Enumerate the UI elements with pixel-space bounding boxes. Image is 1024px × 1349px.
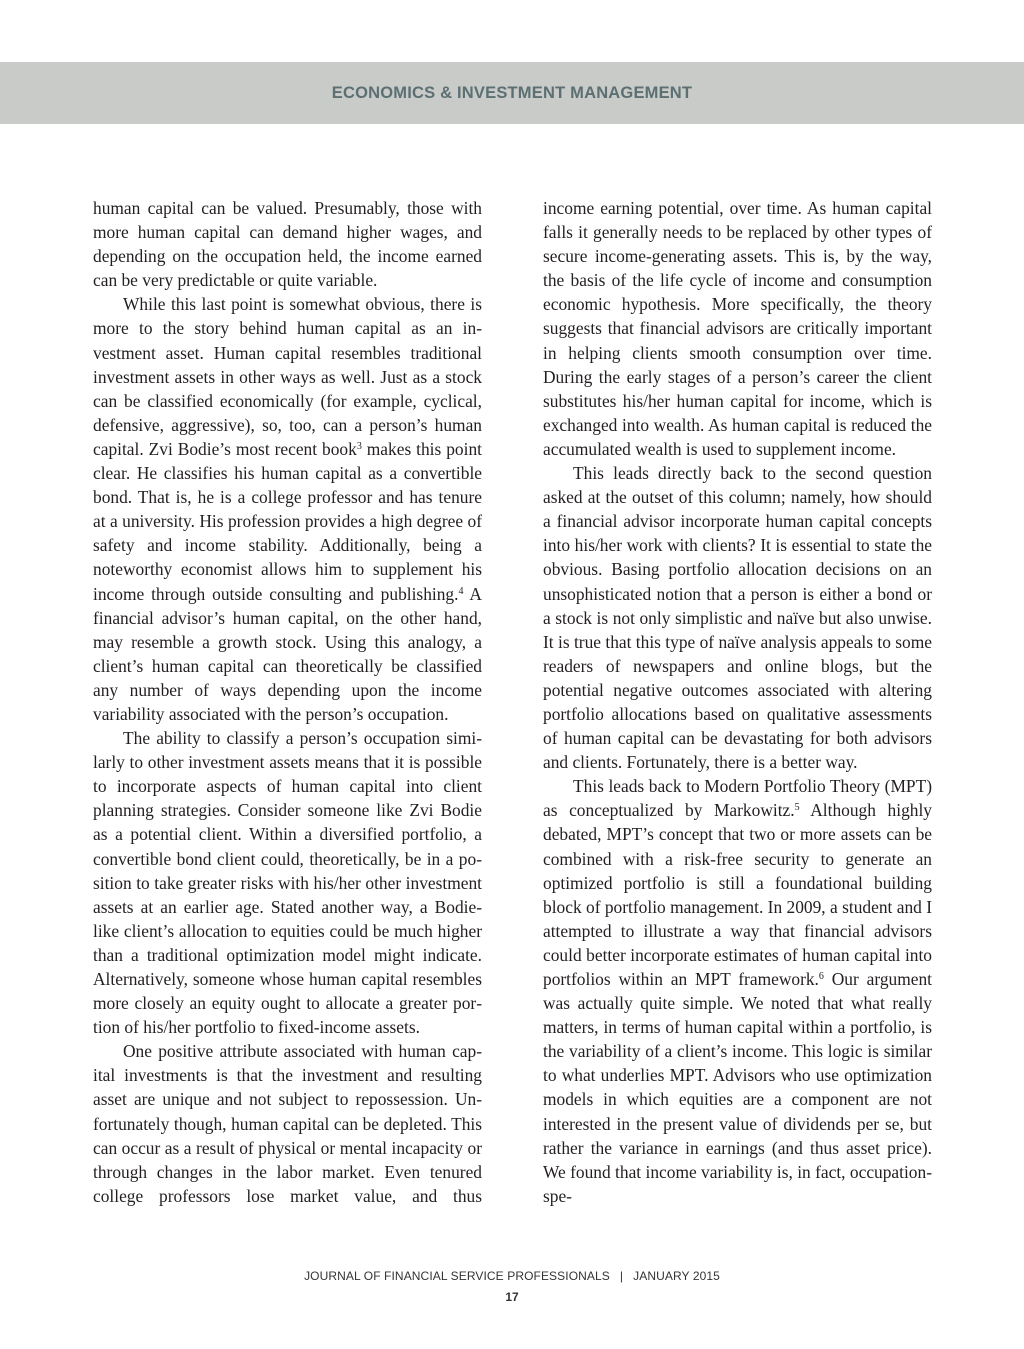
left-column (93, 196, 482, 1208)
paragraph: human capital can be valued. Presumably, those with more human capital can demand higher wages, and depending on the occupation held, the income earned can be very predictable or quite variable. (93, 198, 482, 291)
footer-journal-info (0, 1269, 1024, 1283)
paragraph-text: Our argument was actually quite simple. We noted that what really matters, in terms of human capital within a portfolio, is the variability of a client’s income. This logic is similar to what underlies MPT. Advisors who use optimization models in which equities are a component are not interested in the present value of dividends per se, but rather the variance in earnings (and thus asset price). We found that income variability is, in fact, occupation-spe- (543, 969, 932, 1206)
journal-name: JOURNAL OF FINANCIAL SERVICE PROFESSIONALS (304, 1269, 610, 1283)
footnote-marker: 6 (818, 971, 824, 982)
paragraph-text: makes this point clear. He classifies his human capital as a convertible bond. That is, he is a college professor and has tenure at a university. His profession provides a high degree of safety and income stability. Additionally, being a noteworthy economist allows him to supplement his income through outside consulting and publishing. (93, 438, 482, 604)
paragraph-text: While this last point is somewhat obvious, there is more to the story behind human capital as an investment asset. Human capital resembles traditional investment assets in other ways as well. Just as a stock can be classified economically (for example, cyclical, defensive, aggressive), so, too, can a person’s human capital. Zvi Bodie’s most recent book (93, 294, 482, 459)
paragraph-text: Although highly debated, MPT’s concept that two or more assets can be combined with a risk-free security to generate an optimized portfolio is still a foundational building block of portfolio management. In 2009, a student and I attempted to illustrate a way that financial advisors could better incorporate estimates of human capital into portfolios within an MPT framework. (543, 800, 932, 989)
footnote-marker: 4 (458, 585, 464, 597)
section-title: ECONOMICS & INVESTMENT MANAGEMENT (331, 84, 693, 102)
paragraph-text: This leads back to Modern Portfolio Theory (MPT) as conceptualized by Markowitz. (543, 776, 932, 821)
paragraph-text: A financial advisor’s human capital, on the other hand, may resemble a growth stock. Using this analogy, a client’s human capital can theoretically be classified any number of ways depending upon the income variability associated with the person’s occupation. (93, 583, 482, 724)
paragraph (93, 292, 482, 726)
issue-date: JANUARY 2015 (633, 1269, 720, 1283)
paragraph: One positive attribute associated with human capital investments is that the investment and resulting asset are unique and not subject to repossession. Unfortunately though, human capital can be depleted. This can occur as a result of physical or mental incapacity or through changes in the labor market. Even tenured college professors lose market value, and thus (93, 1041, 482, 1206)
paragraph (543, 774, 932, 1208)
right-column (543, 196, 932, 1208)
page-number: 17 (505, 1290, 519, 1304)
paragraph: This leads directly back to the second question asked at the outset of this column; namely, how should a financial advisor incorporate human capital concepts into his/her work with clients? It is essential to state the obvious. Basing portfolio allocation decisions on an unsophisticated notion that a person is either a bond or a stock is not only simplistic and naïve but also unwise. It is true that this type of naïve analysis appeals to some readers of newspapers and online blogs, but the potential negative outcomes associated with altering portfolio allocations based on qualitative assessments of human capital can be devastating for both advisors and clients. Fortunately, there is a better way. (543, 463, 932, 773)
footnote-marker: 5 (794, 802, 800, 814)
footnote-marker: 3 (356, 440, 362, 452)
paragraph: The ability to classify a person’s occupation similarly to other investment assets means that it is possible to incorporate aspects of human capital into client planning strategies. Consider someone like Zvi Bodie as a potential client. Within a diversified portfolio, a convertible bond client could, theoretically, be in a position to take greater risks with his/her other investment assets at an earlier age. Stated another way, a Bodie-like client’s allocation to equities could be much higher than a traditional optimization model might indicate. Alternatively, someone whose human capital resembles more closely an equity ought to allocate a greater portion of his/her portfolio to fixed-income assets. (93, 728, 482, 1038)
footer-separator: | (619, 1269, 624, 1283)
paragraph: income earning potential, over time. As human capital falls it generally needs to be replaced by other types of secure income-generating assets. This is, by the way, the basis of the life cycle of income and consumption economic hypothesis. More specifically, the theory suggests that financial advisors are critically important in helping clients smooth consumption over time. During the early stages of a person’s career the client substitutes his/her human capital for income, which is exchanged into wealth. As human capital is reduced the accumulated wealth is used to supplement income. (543, 198, 932, 459)
